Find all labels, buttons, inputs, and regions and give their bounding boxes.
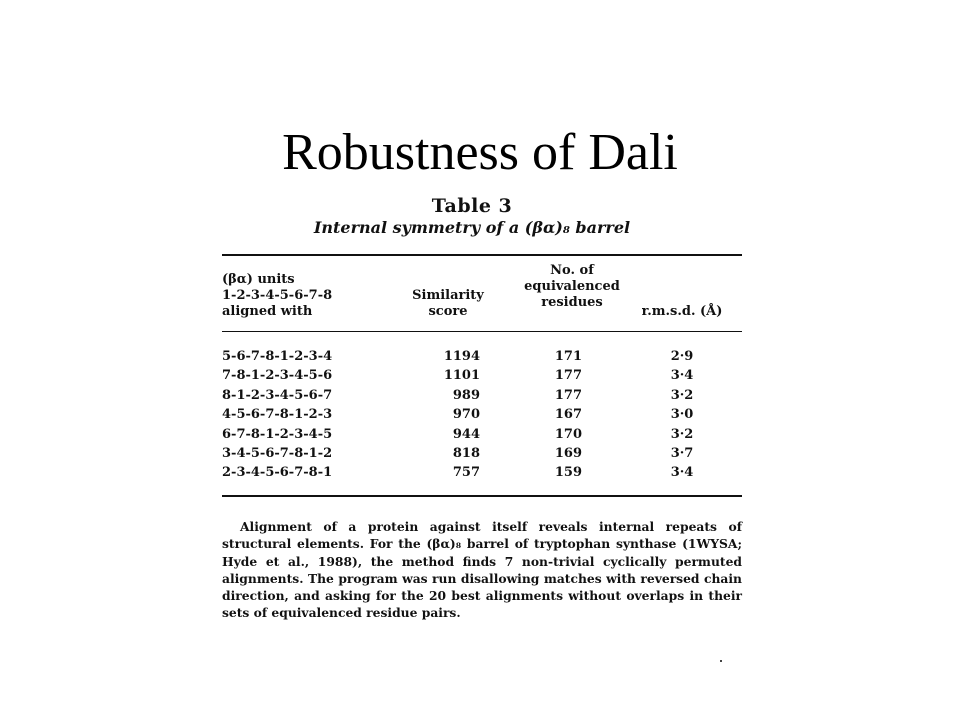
cell-equivalenced: 177 [554, 368, 582, 384]
cell-rmsd: 2·9 [670, 349, 694, 364]
cell-similarity: 1194 [443, 349, 480, 364]
table-row [222, 347, 742, 366]
cell-rmsd: 3·0 [670, 407, 694, 423]
cell-similarity: 989 [452, 387, 480, 403]
cell-rmsd: 3·2 [670, 426, 694, 442]
header-equivalenced [507, 263, 637, 311]
header-units-line: (βα) units [222, 272, 295, 287]
cell-similarity: 757 [452, 465, 480, 481]
table-legend: Alignment of a protein against itself reveals internal repeats of structural elements. For the (βα)₈ barrel of tryptophan synthase (1WYSA; Hyde et al., 1988), the method finds 7 non-trivial cyclically permuted alignments. The program was run disallowing matches with reversed chain direction, and asking for the 20 best alignments without overlaps in their sets of equivalenced residue pairs. [222, 519, 742, 621]
table-row [222, 444, 742, 463]
header-equivalenced-line: equivalenced [524, 279, 620, 294]
table-top-rule [222, 254, 742, 256]
cell-units: 5-6-7-8-1-2-3-4 [222, 349, 333, 364]
cell-similarity: 970 [452, 407, 480, 423]
table-row [222, 386, 742, 405]
table-number: Table 3 [431, 195, 513, 217]
slide-title: Robustness of Dali [282, 123, 678, 181]
cell-rmsd: 3·4 [670, 368, 694, 384]
header-units [222, 272, 402, 320]
header-units-line: aligned with [222, 304, 313, 319]
cell-units: 7-8-1-2-3-4-5-6 [222, 368, 333, 384]
cell-equivalenced: 159 [554, 465, 582, 481]
cell-equivalenced: 167 [554, 407, 582, 423]
scan-speck [720, 660, 722, 662]
header-similarity-line: Similarity [412, 288, 484, 303]
table-bottom-rule [222, 495, 742, 497]
cell-units: 3-4-5-6-7-8-1-2 [222, 445, 333, 461]
table-row [222, 463, 742, 482]
cell-units: 6-7-8-1-2-3-4-5 [222, 426, 333, 442]
scanned-table-figure [222, 192, 742, 672]
table-row [222, 405, 742, 424]
table-caption: Internal symmetry of a (βα)₈ barrel [313, 218, 631, 237]
table-body [222, 347, 742, 483]
cell-similarity: 818 [452, 445, 480, 461]
cell-rmsd: 3·2 [670, 387, 694, 403]
cell-similarity: 1101 [443, 368, 480, 384]
cell-equivalenced: 169 [554, 445, 582, 461]
cell-units: 4-5-6-7-8-1-2-3 [222, 407, 333, 423]
cell-equivalenced: 170 [554, 426, 582, 442]
header-equivalenced-line: residues [541, 295, 603, 310]
header-rmsd: r.m.s.d. (Å) [641, 304, 723, 319]
cell-units: 2-3-4-5-6-7-8-1 [222, 465, 333, 481]
cell-rmsd: 3·4 [670, 465, 694, 481]
table-row [222, 425, 742, 444]
cell-rmsd: 3·7 [670, 445, 694, 461]
cell-similarity: 944 [452, 426, 480, 442]
table-row [222, 366, 742, 385]
header-similarity [402, 288, 494, 320]
cell-equivalenced: 171 [554, 349, 582, 364]
cell-units: 8-1-2-3-4-5-6-7 [222, 387, 333, 403]
header-equivalenced-line: No. of [550, 263, 594, 278]
header-similarity-line: score [428, 304, 468, 319]
cell-equivalenced: 177 [554, 387, 582, 403]
table-header-rule [222, 331, 742, 332]
header-units-line: 1-2-3-4-5-6-7-8 [222, 288, 333, 303]
